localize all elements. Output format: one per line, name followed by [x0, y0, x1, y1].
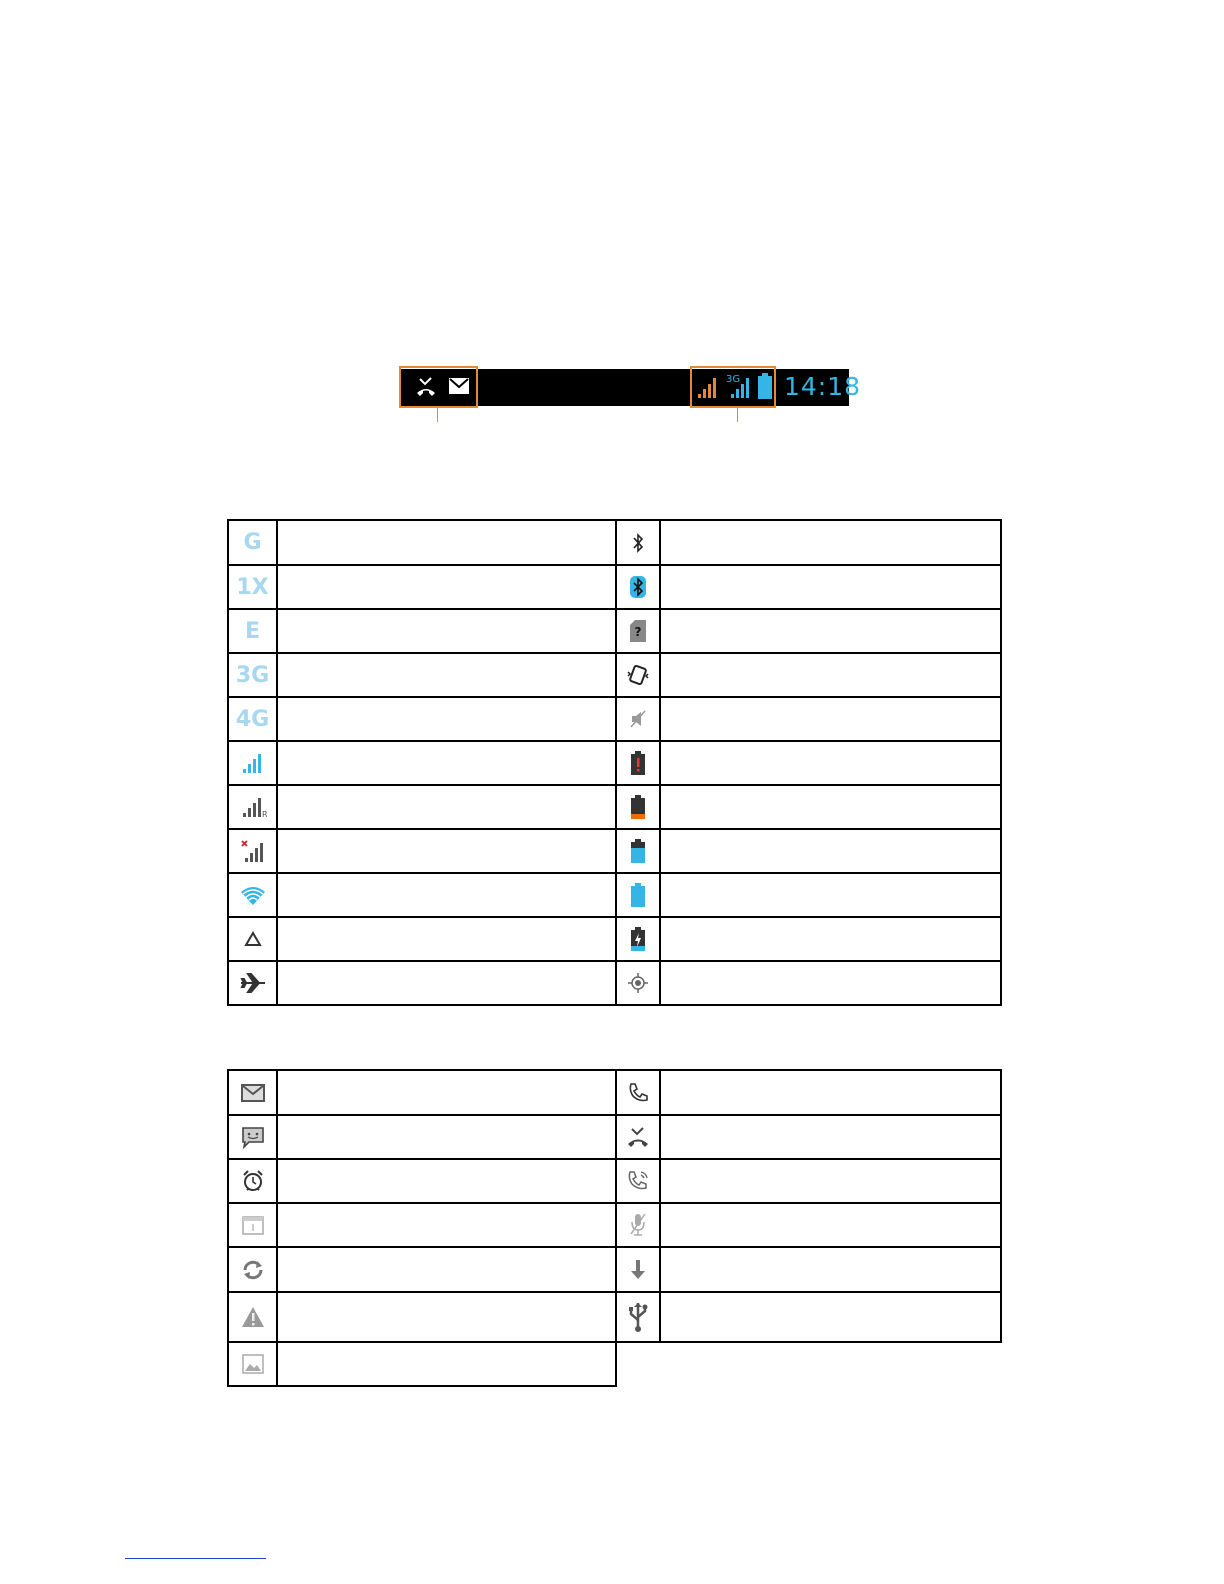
battery-low-icon: [631, 795, 645, 819]
wifi-icon: [240, 884, 266, 906]
status-desc-cell: [277, 609, 616, 653]
3g-signal-icon: [728, 375, 754, 399]
wifi-available-icon: [244, 931, 262, 947]
battery-charging-icon: [631, 927, 645, 951]
status-desc-cell: [660, 741, 1001, 785]
edge-icon: E: [244, 618, 261, 644]
3g-icon: 3G: [235, 662, 270, 688]
notification-desc-cell: [277, 1203, 616, 1247]
vibrate-icon: [627, 664, 649, 686]
notification-desc-cell: [660, 1247, 1001, 1292]
missed-call-notification-icon: [626, 1125, 650, 1149]
status-desc-cell: [277, 741, 616, 785]
warning-icon: [241, 1306, 265, 1328]
status-desc-cell: [277, 873, 616, 917]
notification-desc-cell: [277, 1159, 616, 1203]
gprs-icon: G: [243, 530, 262, 555]
no-signal-icon: [241, 840, 265, 862]
roaming-signal-icon: [242, 797, 268, 819]
notification-callout-line: [437, 408, 438, 422]
svg-text:R: R: [261, 810, 268, 819]
notification-desc-cell: [660, 1159, 1001, 1203]
signal-orange-icon: [697, 375, 721, 399]
1x-icon: 1X: [236, 574, 269, 600]
notification-desc-cell: [277, 1292, 616, 1342]
status-desc-cell: [660, 917, 1001, 961]
notification-icons-table: [227, 1069, 1002, 1387]
airplane-mode-icon: [240, 972, 266, 994]
screenshot-icon: [242, 1354, 264, 1374]
4g-icon: 4G: [235, 706, 270, 732]
battery-icon: [758, 373, 772, 399]
notification-desc-cell: [277, 1115, 616, 1159]
email-icon: [448, 376, 470, 396]
call-forwarding-icon: [626, 1169, 650, 1193]
alarm-icon: [241, 1169, 265, 1193]
svg-text:?: ?: [634, 625, 642, 639]
status-desc-cell: [660, 653, 1001, 697]
silent-mode-icon: [629, 709, 647, 729]
status-desc-cell: [277, 697, 616, 741]
status-desc-cell: [660, 609, 1001, 653]
battery-partial-icon: [631, 839, 645, 863]
sync-icon: [240, 1259, 266, 1281]
status-desc-cell: [660, 829, 1001, 873]
battery-very-low-icon: [631, 751, 645, 775]
3g-label: 3G: [726, 374, 741, 385]
usb-connected-icon: [627, 1302, 649, 1332]
bluetooth-connected-icon: [630, 576, 646, 598]
status-desc-cell: [660, 961, 1001, 1005]
status-desc-cell: [660, 565, 1001, 609]
notification-desc-cell: [277, 1070, 616, 1115]
status-desc-cell: [660, 873, 1001, 917]
footer-link-underline: [125, 1558, 266, 1559]
new-email-icon: [240, 1083, 266, 1103]
status-desc-cell: [660, 697, 1001, 741]
status-icons-table: [227, 519, 1002, 1006]
status-desc-cell: [660, 520, 1001, 565]
notification-desc-cell: [277, 1342, 616, 1386]
status-desc-cell: [277, 917, 616, 961]
microphone-muted-icon: [629, 1212, 647, 1238]
status-desc-cell: [660, 785, 1001, 829]
no-sim-card-icon: [630, 620, 646, 642]
notification-desc-cell: [660, 1292, 1001, 1342]
status-desc-cell: [277, 520, 616, 565]
bluetooth-icon: [631, 533, 645, 553]
notification-desc-cell: [660, 1203, 1001, 1247]
status-desc-cell: [277, 565, 616, 609]
gps-icon: [627, 972, 649, 994]
status-desc-cell: [277, 653, 616, 697]
notification-desc-cell: [660, 1115, 1001, 1159]
notification-desc-cell: [660, 1070, 1001, 1115]
download-icon: [630, 1258, 646, 1282]
status-desc-cell: [277, 961, 616, 1005]
calendar-event-icon: [242, 1215, 264, 1235]
status-desc-cell: [277, 785, 616, 829]
notification-desc-cell: [277, 1247, 616, 1292]
status-callout-line: [737, 408, 738, 422]
signal-strength-icon: [242, 753, 264, 773]
call-in-progress-icon: [627, 1082, 649, 1104]
battery-full-icon: [631, 883, 645, 907]
clock: 14:18: [784, 372, 862, 401]
status-desc-cell: [277, 829, 616, 873]
missed-call-icon: [414, 375, 438, 399]
new-message-icon: [241, 1126, 265, 1148]
